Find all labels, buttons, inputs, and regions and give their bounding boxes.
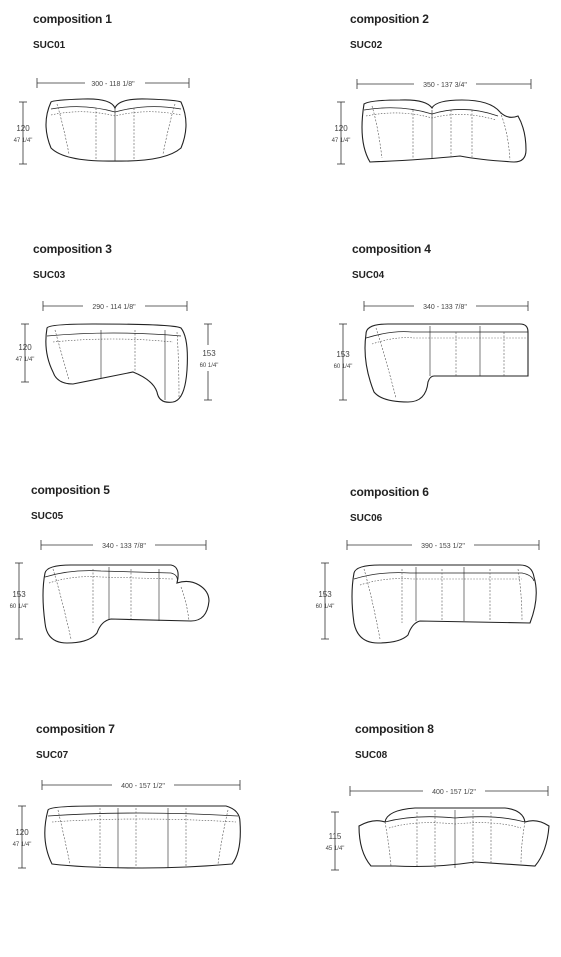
depth-dimension-cm: 120 [334, 124, 348, 133]
sofa-diagram [325, 722, 561, 957]
sofa-outline [43, 565, 209, 643]
composition-code: SUC08 [355, 750, 388, 761]
composition-4 [333, 242, 561, 477]
depth-dimension-in: 60 1/4" [315, 604, 335, 610]
width-dimension: 400 - 157 1/2" [121, 783, 165, 790]
sofa-diagram [13, 12, 313, 247]
composition-2 [331, 12, 561, 247]
composition-5 [9, 483, 311, 718]
composition-code: SUC02 [350, 40, 383, 51]
composition-title: composition 1 [33, 12, 112, 26]
depth-dimension-cm: 120 [18, 343, 32, 352]
sofa-outline [362, 100, 526, 162]
sofa-diagram [12, 722, 316, 957]
sofa-outline [352, 565, 536, 643]
depth-dimension-cm: 120 [15, 828, 29, 837]
sofa-diagram [15, 242, 313, 477]
composition-title: composition 2 [350, 12, 429, 26]
depth-dimension-in: 47 1/4" [15, 357, 35, 363]
composition-title: composition 7 [36, 722, 115, 736]
composition-3 [15, 242, 313, 477]
depth-dimension-in: 47 1/4" [331, 138, 351, 144]
composition-title: composition 6 [350, 485, 429, 499]
composition-title: composition 3 [33, 242, 112, 256]
width-dimension: 300 - 118 1/8" [91, 81, 135, 88]
composition-code: SUC04 [352, 270, 385, 281]
width-dimension: 340 - 133 7/8" [102, 543, 146, 550]
sofa-outline [365, 324, 528, 402]
sofa-diagram [9, 483, 311, 718]
depth-dimension-in: 60 1/4" [9, 604, 29, 610]
sofa-diagram [331, 12, 561, 247]
composition-title: composition 5 [31, 483, 110, 497]
composition-8 [325, 722, 561, 957]
depth-dimension-in: 47 1/4" [13, 138, 33, 144]
composition-title: composition 8 [355, 722, 434, 736]
depth-dimension-cm: 120 [16, 124, 30, 133]
sofa-outline [46, 99, 186, 161]
sofa-diagram [315, 485, 561, 720]
composition-7 [12, 722, 316, 957]
sofa-outline [45, 806, 241, 868]
composition-code: SUC07 [36, 750, 69, 761]
depth-dimension-in: 60 1/4" [333, 364, 353, 370]
sofa-diagram [333, 242, 561, 477]
depth-dimension-in: 47 1/4" [12, 842, 32, 848]
depth-dimension-in: 45 1/4" [325, 846, 345, 852]
composition-1 [13, 12, 313, 247]
width-dimension: 340 - 133 7/8" [423, 304, 467, 311]
composition-code: SUC05 [31, 511, 64, 522]
composition-6 [315, 485, 561, 720]
depth-dimension-cm: 115 [328, 832, 342, 841]
depth-dimension-cm: 153 [336, 350, 350, 359]
composition-code: SUC06 [350, 513, 383, 524]
side-dimension-cm: 153 [202, 349, 216, 358]
depth-dimension-cm: 153 [318, 590, 332, 599]
sofa-outline [359, 808, 549, 868]
composition-title: composition 4 [352, 242, 431, 256]
width-dimension: 390 - 153 1/2" [421, 543, 465, 550]
depth-dimension-cm: 153 [12, 590, 26, 599]
composition-code: SUC01 [33, 40, 66, 51]
sofa-outline [46, 324, 188, 402]
width-dimension: 290 - 114 1/8" [92, 304, 136, 311]
composition-code: SUC03 [33, 270, 66, 281]
width-dimension: 400 - 157 1/2" [432, 789, 476, 796]
width-dimension: 350 - 137 3/4" [423, 82, 467, 89]
side-dimension-in: 60 1/4" [199, 363, 219, 369]
